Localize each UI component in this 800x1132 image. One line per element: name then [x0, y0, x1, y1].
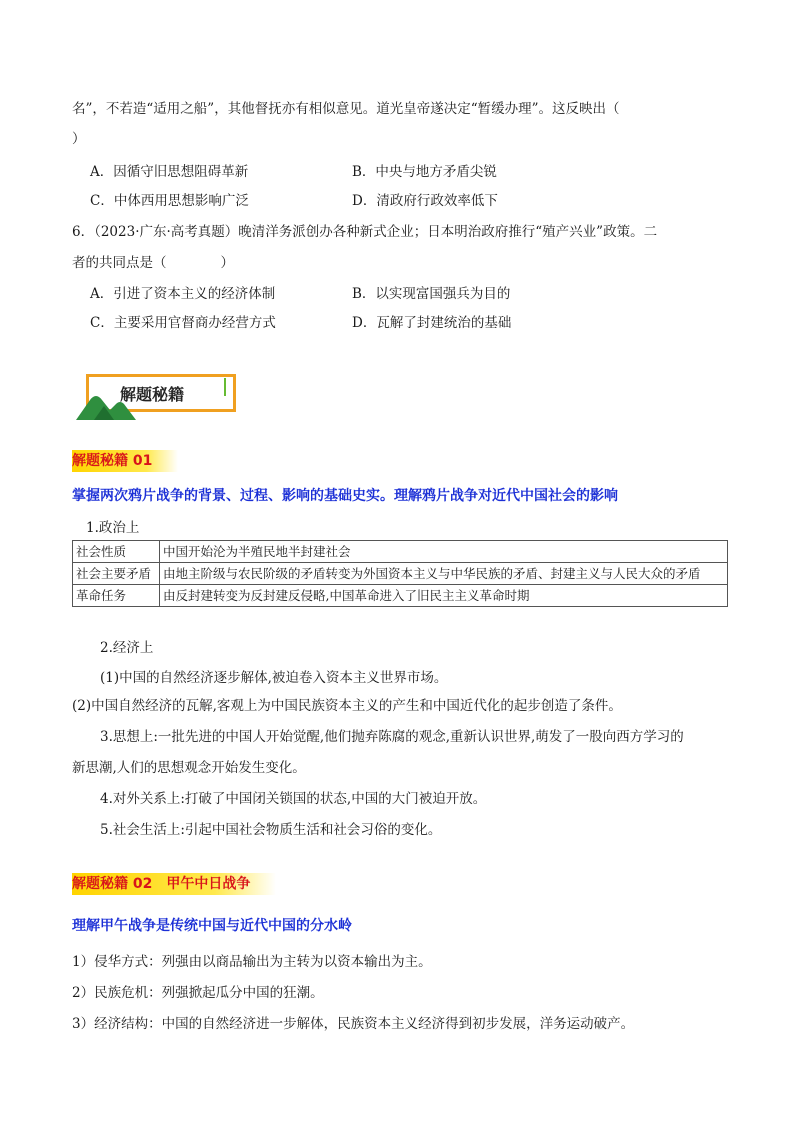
table-row: [73, 585, 728, 607]
list-item: 2）民族危机：列强掀起瓜分中国的狂潮。: [72, 985, 324, 1001]
secret-01-label: 解题秘籍 01: [72, 450, 178, 472]
q6-option-d: D．瓦解了封建统治的基础: [352, 315, 512, 331]
table-key: 社会性质: [73, 541, 160, 563]
q5-option-b: B．中央与地方矛盾尖锐: [352, 164, 497, 180]
foreign-relations: 4.对外关系上:打破了中国闭关锁国的状态,中国的大门被迫开放。: [100, 791, 487, 807]
q5-option-c: C．中体西用思想影响广泛: [90, 193, 249, 209]
table-value: 由反封建转变为反封建反侵略,中国革命进入了旧民主主义革命时期: [160, 585, 728, 607]
politics-table: [72, 540, 728, 607]
section-banner: [76, 370, 244, 420]
q5-continuation: 名”，不若造“适用之船”，其他督抚亦有相似意见。道光皇帝遂决定“暂缓办理”。这反映出（: [72, 101, 620, 117]
q5-option-a: A．因循守旧思想阻碍革新: [90, 164, 249, 180]
social-life: 5.社会生活上:引起中国社会物质生活和社会习俗的变化。: [100, 822, 442, 838]
q6-stem-line1: 6．（2023·广东·高考真题）晚清洋务派创办各种新式企业；日本明治政府推行“殖产兴业”政策。二: [72, 224, 658, 240]
table-row: [73, 541, 728, 563]
economy-point-2: (2)中国自然经济的瓦解,客观上为中国民族资本主义的产生和中国近代化的起步创造了条件。: [72, 698, 622, 714]
list-item: 3）经济结构：中国的自然经济进一步解体，民族资本主义经济得到初步发展，洋务运动破产。: [72, 1016, 635, 1032]
banner-title: 解题秘籍: [120, 385, 185, 404]
table-row: [73, 563, 728, 585]
q6-stem-line2: 者的共同点是（ ）: [72, 255, 234, 271]
politics-heading: 1.政治上: [86, 520, 140, 536]
secret-01-heading: 掌握两次鸦片战争的背景、过程、影响的基础史实。理解鸦片战争对近代中国社会的影响: [72, 488, 618, 504]
table-key: 革命任务: [73, 585, 160, 607]
list-item: 1）侵华方式：列强由以商品输出为主转为以资本输出为主。: [72, 954, 432, 970]
q6-option-a: A．引进了资本主义的经济体制: [90, 286, 276, 302]
q5-option-d: D．清政府行政效率低下: [352, 193, 498, 209]
table-key: 社会主要矛盾: [73, 563, 160, 585]
q6-option-c: C．主要采用官督商办经营方式: [90, 315, 276, 331]
table-value: 中国开始沦为半殖民地半封建社会: [160, 541, 728, 563]
secret-02-label: 解题秘籍 02 甲午中日战争: [72, 873, 276, 895]
q5-paren-close: ）: [72, 131, 86, 147]
thought-line-1: 3.思想上:一批先进的中国人开始觉醒,他们抛弃陈腐的观念,重新认识世界,萌发了一股向西方学习的: [100, 729, 684, 745]
q6-option-b: B．以实现富国强兵为目的: [352, 286, 511, 302]
economy-heading: 2.经济上: [100, 640, 154, 656]
economy-point-1: (1)中国的自然经济逐步解体,被迫卷入资本主义世界市场。: [100, 670, 448, 686]
thought-line-2: 新思潮,人们的思想观念开始发生变化。: [72, 760, 306, 776]
secret-02-heading: 理解甲午战争是传统中国与近代中国的分水岭: [72, 918, 352, 934]
table-value: 由地主阶级与农民阶级的矛盾转变为外国资本主义与中华民族的矛盾、封建主义与人民大众的矛盾: [160, 563, 728, 585]
banner-accent-bar: [224, 378, 226, 396]
